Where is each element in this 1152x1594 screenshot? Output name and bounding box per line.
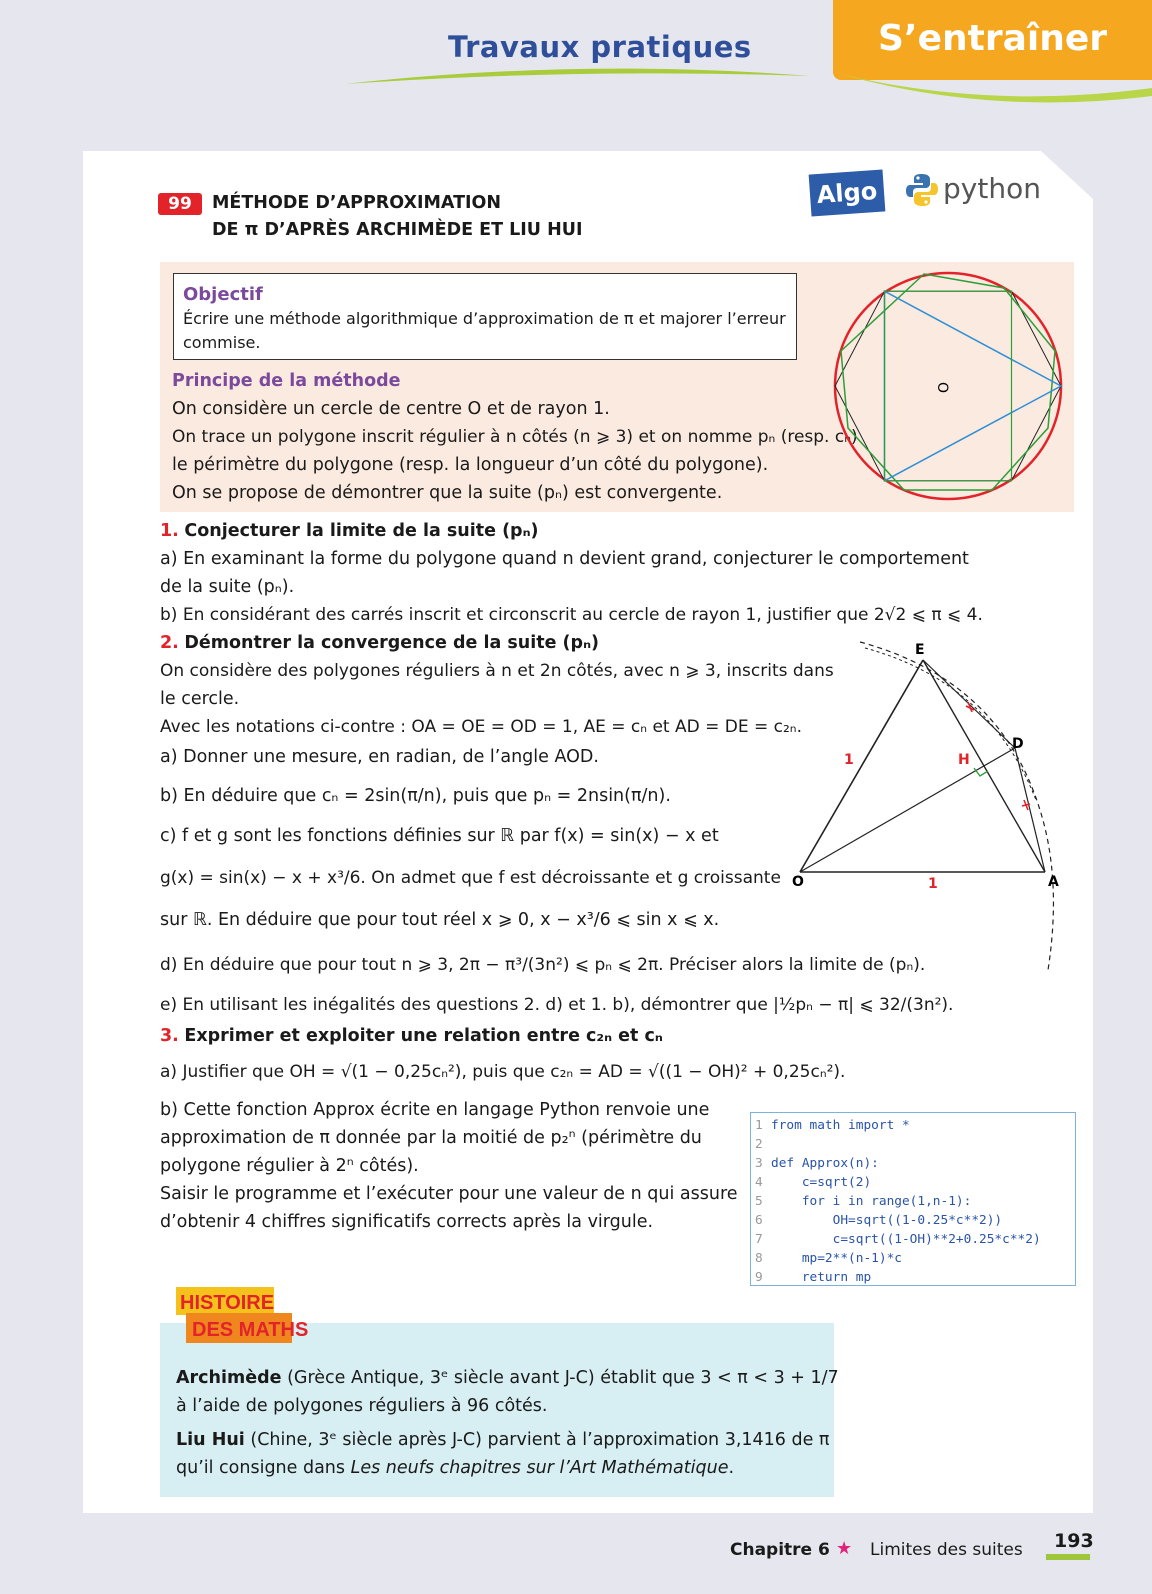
objective-text-line1: Écrire une méthode algorithmique d’approximation de π et majorer l’erreur bbox=[183, 309, 786, 328]
part2-question-a: a) Donner une mesure, en radian, de l’angle AOD. bbox=[160, 747, 599, 767]
code-line: c=sqrt((1-OH)**2+0.25*c**2) bbox=[771, 1232, 1041, 1247]
tab-swoosh bbox=[840, 70, 1152, 110]
part1-question-b: b) En considérant des carrés inscrit et circonscrit au cercle de rayon 1, justifier que 2√2 ⩽ π ⩽ 4. bbox=[160, 605, 983, 625]
figure-center-label: O bbox=[934, 382, 950, 394]
part2-question-d: d) En déduire que pour tout n ⩾ 3, 2π − π³/(3n²) ⩽ pₙ ⩽ 2π. Préciser alors la limite de (pₙ). bbox=[160, 955, 926, 975]
part3-question-b-line3: polygone régulier à 2ⁿ côtés). bbox=[160, 1156, 419, 1176]
label-E: E bbox=[915, 642, 925, 658]
part1-question-a-line1: a) En examinant la forme du polygone quand n devient grand, conjecturer le comportement bbox=[160, 549, 969, 569]
section-title: Travaux pratiques bbox=[448, 30, 752, 64]
label-O: O bbox=[792, 874, 804, 890]
part3-question-b-line4: Saisir le programme et l’exécuter pour une valeur de n qui assure bbox=[160, 1184, 738, 1204]
part3-heading: 3. Exprimer et exploiter une relation entre c₂ₙ et cₙ bbox=[160, 1026, 663, 1046]
part2-line3: Avec les notations ci-contre : OA = OE = OD = 1, AE = cₙ et AD = DE = c₂ₙ. bbox=[160, 717, 802, 737]
exercise-number: 99 bbox=[158, 193, 202, 215]
inscribed-polygons-figure bbox=[828, 268, 1068, 508]
objective-title: Objectif bbox=[183, 284, 263, 305]
tab-sentrainer[interactable]: S’entraîner bbox=[833, 0, 1152, 80]
code-line: c=sqrt(2) bbox=[771, 1175, 872, 1190]
code-line: for i in range(1,n-1): bbox=[771, 1194, 972, 1209]
label-A: A bbox=[1048, 874, 1059, 890]
principle-line4: On se propose de démontrer que la suite (pₙ) est convergente. bbox=[172, 483, 723, 503]
footer-chapter-title: Limites des suites bbox=[870, 1540, 1023, 1560]
label-OE-length: 1 bbox=[844, 752, 854, 768]
svg-text:HISTOIRE: HISTOIRE bbox=[180, 1292, 275, 1314]
part3-question-a: a) Justifier que OH = √(1 − 0,25cₙ²), puis que c₂ₙ = AD = √((1 − OH)² + 0,25cₙ²). bbox=[160, 1062, 846, 1082]
code-line: OH=sqrt((1-0.25*c**2)) bbox=[771, 1213, 1003, 1228]
part2-question-c-line3: sur ℝ. En déduire que pour tout réel x ⩾ 0, x − x³/6 ⩽ sin x ⩽ x. bbox=[160, 910, 720, 930]
label-OA-length: 1 bbox=[928, 876, 938, 892]
part2-question-c-line1: c) f et g sont les fonctions définies sur ℝ par f(x) = sin(x) − x et bbox=[160, 826, 719, 846]
label-D: D bbox=[1012, 736, 1024, 752]
part3-question-b-line2: approximation de π donnée par la moitié de p₂ⁿ (périmètre du bbox=[160, 1128, 702, 1148]
part2-question-e: e) En utilisant les inégalités des questions 2. d) et 1. b), démontrer que |½pₙ − π| ⩽ 32/(3n²). bbox=[160, 995, 954, 1015]
label-H: H bbox=[958, 752, 970, 768]
exercise-title-line1: MÉTHODE D’APPROXIMATION bbox=[212, 193, 502, 213]
geometry-figure bbox=[792, 640, 1080, 970]
star-icon: ★ bbox=[836, 1538, 853, 1559]
code-line: def Approx(n): bbox=[771, 1156, 879, 1171]
svg-text:DES MATHS: DES MATHS bbox=[192, 1319, 309, 1341]
exercise-title-line2: DE π D’APRÈS ARCHIMÈDE ET LIU HUI bbox=[212, 220, 583, 240]
algo-badge: Algo bbox=[809, 169, 886, 216]
header-swoosh bbox=[340, 62, 820, 92]
footer-chapter: Chapitre 6 bbox=[730, 1540, 830, 1560]
page-number-underline bbox=[1046, 1554, 1090, 1560]
principle-line2: On trace un polygone inscrit régulier à n côtés (n ⩾ 3) et on nomme pₙ (resp. cₙ) bbox=[172, 427, 858, 447]
code-line: return mp bbox=[771, 1270, 872, 1285]
principle-title: Principe de la méthode bbox=[172, 371, 401, 391]
part2-question-c-line2: g(x) = sin(x) − x + x³/6. On admet que f est décroissante et g croissante bbox=[160, 868, 781, 888]
history-archimede-line2: à l’aide de polygones réguliers à 96 côtés. bbox=[176, 1396, 548, 1416]
code-line: mp=2**(n-1)*c bbox=[771, 1251, 902, 1266]
history-liu-hui-line2: qu’il consigne dans Les neufs chapitres sur l’Art Mathématique. bbox=[176, 1458, 735, 1478]
histoire-des-maths-badge bbox=[176, 1287, 309, 1347]
part2-line2: le cercle. bbox=[160, 689, 240, 709]
principle-line1: On considère un cercle de centre O et de rayon 1. bbox=[172, 399, 610, 419]
history-liu-hui: Liu Hui (Chine, 3ᵉ siècle après J-C) parvient à l’approximation 3,1416 de π bbox=[176, 1430, 830, 1450]
part1-question-a-line2: de la suite (pₙ). bbox=[160, 577, 295, 597]
history-archimede: Archimède (Grèce Antique, 3ᵉ siècle avant J-C) établit que 3 < π < 3 + 1/7 bbox=[176, 1368, 839, 1388]
code-line: from math import * bbox=[771, 1118, 910, 1133]
part2-line1: On considère des polygones réguliers à n et 2n côtés, avec n ⩾ 3, inscrits dans bbox=[160, 661, 834, 681]
part2-question-b: b) En déduire que cₙ = 2sin(π/n), puis que pₙ = 2nsin(π/n). bbox=[160, 786, 671, 806]
part1-heading: 1. Conjecturer la limite de la suite (pₙ) bbox=[160, 521, 539, 541]
principle-line3: le périmètre du polygone (resp. la longueur d’un côté du polygone). bbox=[172, 455, 769, 475]
part2-heading: 2. Démontrer la convergence de la suite (pₙ) bbox=[160, 633, 600, 653]
objective-text-line2: commise. bbox=[183, 333, 261, 352]
part3-question-b-line1: b) Cette fonction Approx écrite en langage Python renvoie une bbox=[160, 1100, 710, 1120]
python-code-listing[interactable]: 1 from math import * 2 3 def Approx(n): 4 c=sqrt(2) 5 for i in range(1,n-1): 6 OH=sqrt((1-0.25*c**2)) 7 c=sqrt((1-OH)**2+0.25*c**2) 8 mp=2**(n-1)*c 9 return mp bbox=[750, 1112, 1076, 1286]
python-logo-icon bbox=[905, 172, 939, 208]
python-label: python bbox=[943, 172, 1041, 205]
page-number: 193 bbox=[1054, 1530, 1094, 1552]
part3-question-b-line5: d’obtenir 4 chiffres significatifs corrects après la virgule. bbox=[160, 1212, 654, 1232]
